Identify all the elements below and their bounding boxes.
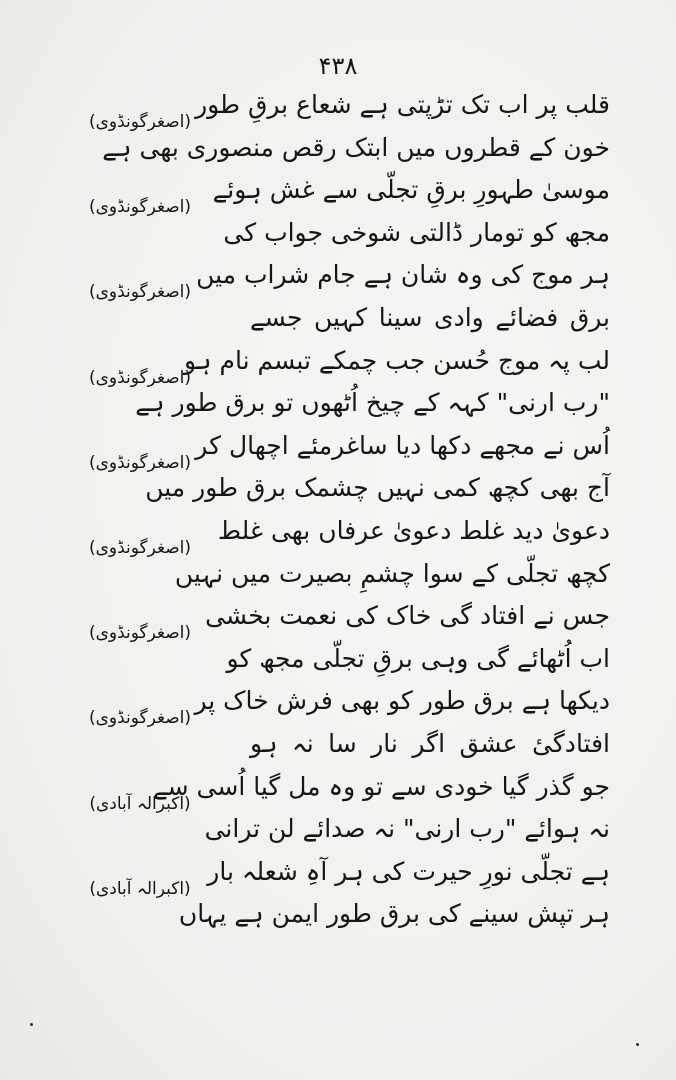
verse-line: برق فضائے وادی سینا کہیں جسے xyxy=(250,303,610,332)
paper-speck xyxy=(30,1023,33,1026)
paper-speck xyxy=(636,1043,639,1046)
verse-line: افتادگیٔ عشق اگر نار سا نہ ہو xyxy=(250,729,610,758)
verse-line: اب اُٹھائے گی وہی برقِ تجلّی مجھ کو xyxy=(226,644,610,673)
page-number: ۴۳۸ xyxy=(318,52,358,80)
poet-attribution: (اکبرالہ آبادی) xyxy=(89,794,191,814)
poet-attribution: (اکبرالہ آبادی) xyxy=(89,879,191,899)
verse-line: اُس نے مجھے دکھا دیا ساغرمئے اچھال کر xyxy=(195,431,610,460)
verse-line: لب پہ موج حُسن جب چمکے تبسم نام ہو xyxy=(183,346,610,375)
poet-attribution: (اصغرگونڈوی) xyxy=(88,453,192,473)
poet-attribution: (اصغرگونڈوی) xyxy=(88,538,192,558)
poet-attribution: (اصغرگونڈوی) xyxy=(88,197,192,217)
verse-line: دعویٰ دید غلط دعویٰ عرفاں بھی غلط xyxy=(217,516,610,545)
verse-line: "رب ارنی" کہہ کے چیخ اُٹھوں تو برق طور ہے xyxy=(135,388,610,417)
verse-line: کچھ تجلّی کے سوا چشمِ بصیرت میں نہیں xyxy=(174,559,610,588)
verse-line: موسیٰ طہورِ برقِ تجلّی سے غش ہوئے xyxy=(212,175,610,204)
poet-attribution: (اصغرگونڈوی) xyxy=(88,623,192,643)
verse-line: قلب پر اب تک تڑپتی ہے شعاع برقِ طور xyxy=(195,90,610,119)
poet-attribution: (اصغرگونڈوی) xyxy=(88,708,192,728)
verse-line: جو گذر گیا خودی سے تو وہ مل گیا اُسی سے xyxy=(153,772,610,801)
verse-line: جس نے افتاد گی خاک کی نعمت بخشی xyxy=(205,601,610,630)
poet-attribution: (اصغرگونڈوی) xyxy=(88,368,192,388)
verse-line: ہر موج کی وہ شان ہے جام شراب میں xyxy=(196,260,610,289)
verse-line: مجھ کو تومار ڈالتی شوخی جواب کی xyxy=(223,218,610,247)
verse-line: ہر تپش سینے کی برق طور ایمن ہے یہاں xyxy=(178,899,610,928)
verse-line: آج بھی کچھ کمی نہیں چشمک برق طور میں xyxy=(145,473,610,502)
poet-attribution: (اصغرگونڈوی) xyxy=(88,112,192,132)
verse-line: خون کے قطروں میں ابتک رقص منصوری بھی ہے xyxy=(102,133,610,162)
poet-attribution: (اصغرگونڈوی) xyxy=(88,282,192,302)
verse-line: نہ ہوائے "رب ارنی" نہ صدائے لن ترانی xyxy=(204,814,610,843)
verse-line: دیکھا ہے برق طور کو بھی فرش خاک پر xyxy=(194,686,610,715)
verse-line: ہے تجلّی نورِ حیرت کی ہر آہِ شعلہ بار xyxy=(207,857,610,886)
